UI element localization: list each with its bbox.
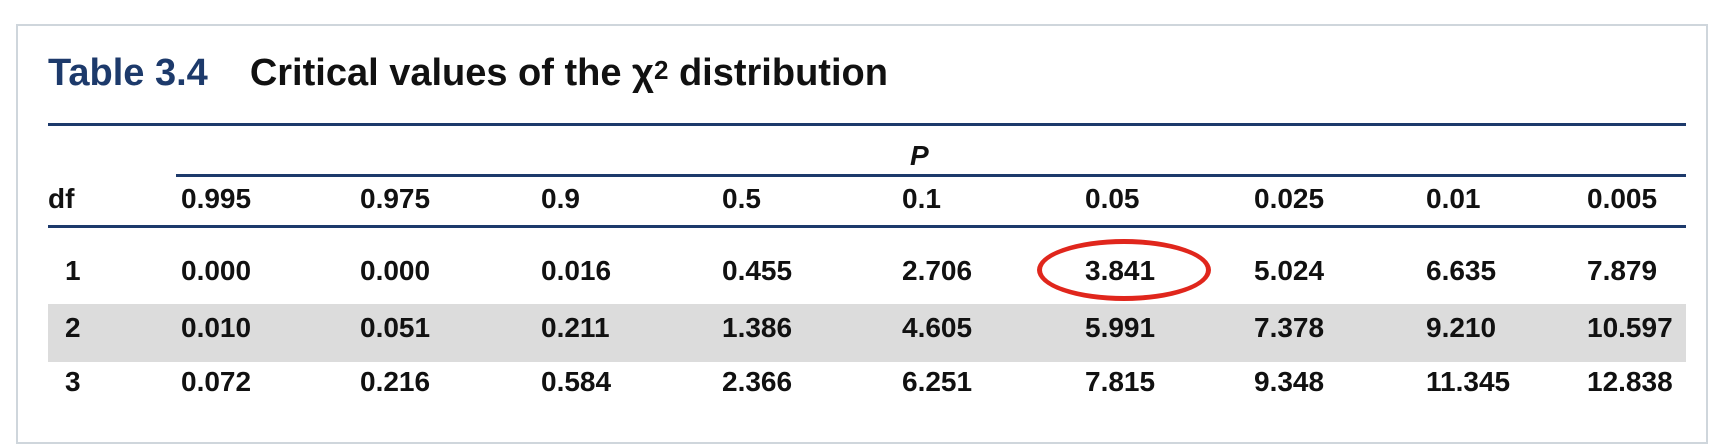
caption-suffix: distribution bbox=[668, 52, 888, 94]
df-cell: 2 bbox=[65, 312, 81, 343]
p-column-header: 0.01 bbox=[1426, 183, 1481, 214]
p-column-header: 0.975 bbox=[360, 183, 431, 214]
table-cell: 11.345 bbox=[1426, 366, 1511, 397]
table-cell: 1.386 bbox=[722, 312, 793, 343]
table-cell: 12.838 bbox=[1587, 366, 1673, 397]
table-cell: 0.000 bbox=[181, 255, 252, 286]
table-cell: 5.024 bbox=[1254, 255, 1325, 286]
table-title bbox=[48, 52, 888, 95]
table-cell: 4.605 bbox=[902, 312, 973, 343]
table-cell: 0.051 bbox=[360, 312, 431, 343]
table-cell: 10.597 bbox=[1587, 312, 1673, 343]
table-caption bbox=[250, 52, 888, 94]
table-cell: 7.815 bbox=[1085, 366, 1156, 397]
p-column-header: 0.1 bbox=[902, 183, 941, 214]
table-cell: 7.879 bbox=[1587, 255, 1658, 286]
table-cell: 0.584 bbox=[541, 366, 612, 397]
highlight-circle bbox=[1037, 239, 1211, 301]
table-cell: 6.635 bbox=[1426, 255, 1497, 286]
p-column-header: 0.5 bbox=[722, 183, 761, 214]
table-cell: 0.010 bbox=[181, 312, 252, 343]
p-rule bbox=[176, 174, 1686, 177]
p-header: P bbox=[910, 140, 929, 171]
p-column-header: 0.005 bbox=[1587, 183, 1658, 214]
table-cell: 5.991 bbox=[1085, 312, 1156, 343]
df-cell: 1 bbox=[65, 255, 81, 286]
table-number: Table 3.4 bbox=[48, 52, 208, 94]
table-cell: 9.348 bbox=[1254, 366, 1325, 397]
table-cell: 2.366 bbox=[722, 366, 793, 397]
header-rule bbox=[48, 225, 1686, 228]
table-cell: 0.016 bbox=[541, 255, 612, 286]
chi-symbol: χ bbox=[632, 52, 654, 94]
table-cell: 2.706 bbox=[902, 255, 973, 286]
df-header: df bbox=[48, 183, 75, 214]
table-cell: 9.210 bbox=[1426, 312, 1497, 343]
table-cell: 0.216 bbox=[360, 366, 431, 397]
p-column-header: 0.025 bbox=[1254, 183, 1325, 214]
table-cell: 0.000 bbox=[360, 255, 431, 286]
df-cell: 3 bbox=[65, 366, 81, 397]
p-column-header: 0.995 bbox=[181, 183, 252, 214]
table-cell: 6.251 bbox=[902, 366, 973, 397]
chi-exponent: 2 bbox=[653, 55, 669, 85]
p-column-header: 0.9 bbox=[541, 183, 580, 214]
top-rule bbox=[48, 123, 1686, 126]
table-cell: 0.211 bbox=[541, 312, 610, 343]
table-cell: 0.072 bbox=[181, 366, 252, 397]
p-column-header: 0.05 bbox=[1085, 183, 1140, 214]
table-cell: 7.378 bbox=[1254, 312, 1325, 343]
table-cell: 0.455 bbox=[722, 255, 793, 286]
caption-text: Critical values of the bbox=[249, 52, 633, 94]
table-cell: 3.841 bbox=[1085, 255, 1156, 286]
